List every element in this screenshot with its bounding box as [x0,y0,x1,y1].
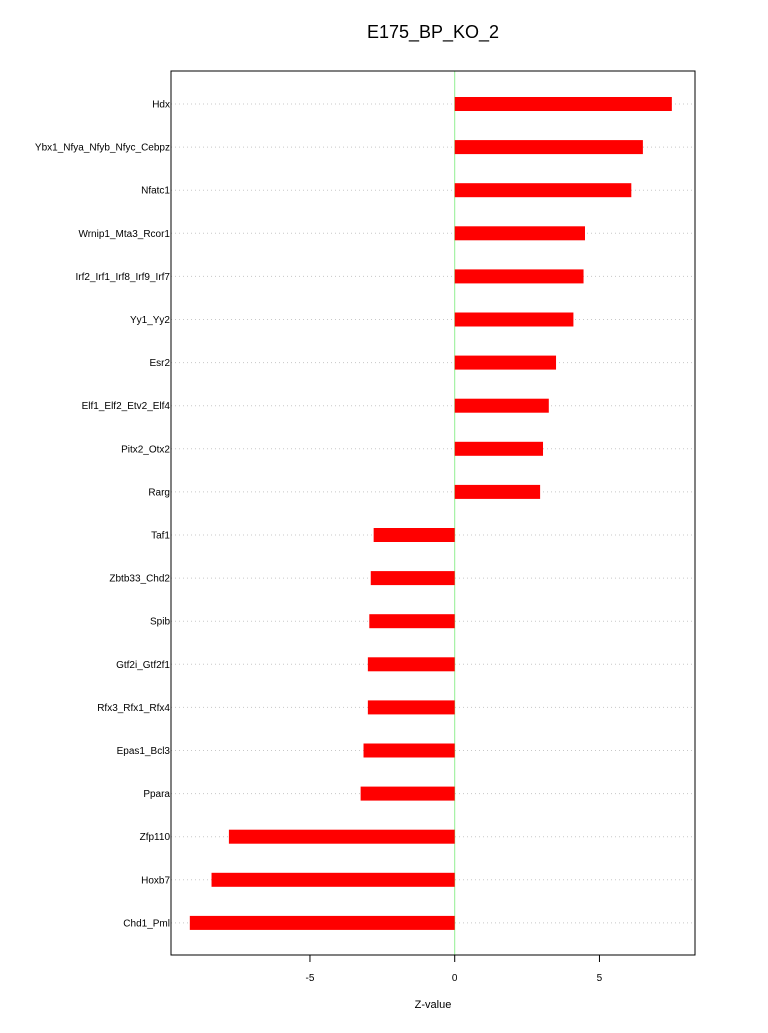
category-label: Zfp110 [139,832,170,844]
bar [374,528,455,542]
bar [229,830,455,844]
category-label: Rarg [148,487,170,499]
bar [455,356,556,370]
category-label: Hdx [152,99,170,111]
category-label: Wrnip1_Mta3_Rcor1 [78,228,170,240]
bar [369,614,454,628]
category-label: Taf1 [151,530,170,542]
bar [455,442,543,456]
category-label: Ppara [143,789,170,801]
category-label: Nfatc1 [141,185,170,197]
category-label: Rfx3_Rfx1_Rfx4 [97,702,170,714]
bar [455,226,585,240]
bar [368,657,455,671]
plot-frame [171,71,695,955]
bar [455,140,643,154]
bar [455,399,549,413]
x-tick-label: 0 [451,973,458,984]
category-label: Esr2 [149,358,170,370]
category-label: Spib [149,616,170,628]
bar [368,700,455,714]
category-label: Irf2_Irf1_Irf8_Irf9_Irf7 [75,271,170,283]
category-label: Yy1_Yy2 [129,315,170,326]
bars [190,97,672,930]
bar [371,571,455,585]
bar [364,744,455,758]
x-tick-label: -5 [305,973,315,984]
bar [455,313,574,327]
chart-title: E175_BP_KO_2 [366,22,500,42]
category-label: Gtf2i_Gtf2f1 [116,659,170,671]
category-label: Epas1_Bcl3 [116,746,170,757]
x-tick-label: 5 [596,973,603,984]
category-label: Pitx2_Otx2 [121,444,170,456]
bar [455,269,584,283]
category-label: Zbtb33_Chd2 [109,573,170,585]
x-axis [306,955,603,984]
category-label: Elf1_Elf2_Etv2_Elf4 [81,401,170,413]
category-labels [35,100,171,930]
bar [190,916,455,930]
bar [212,873,455,887]
x-axis-label: Z-value [414,999,452,1011]
category-label: Chd1_Pml [123,918,170,930]
category-label: Ybx1_Nfya_Nfyb_Nfyc_Cebpz [34,142,170,154]
bar [455,485,540,499]
bar [361,787,455,801]
bar [455,183,632,197]
category-label: Hoxb7 [141,875,170,887]
bar [455,97,672,111]
